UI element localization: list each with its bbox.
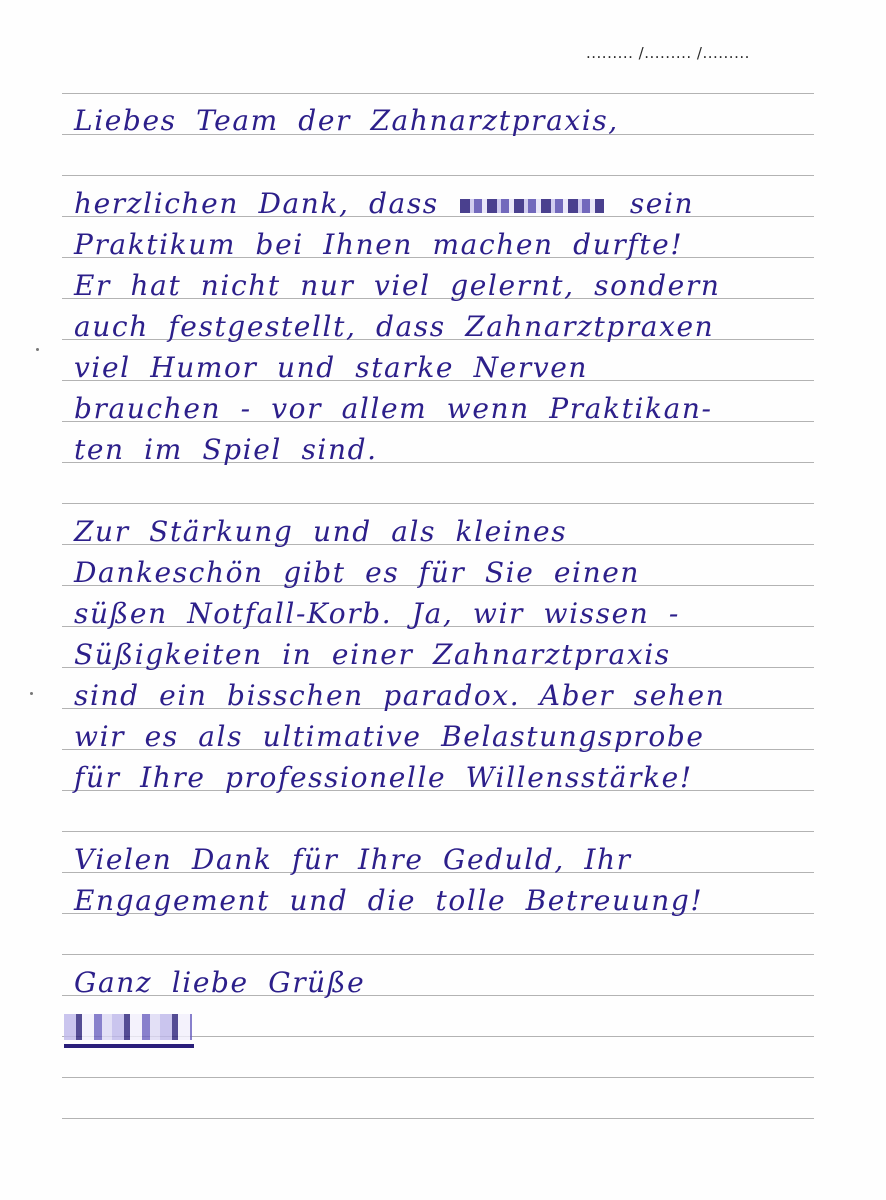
paragraph2-line: wir es als ultimative Belastungsprobe (74, 720, 705, 753)
paragraph2-line: Süßigkeiten in einer Zahnarztpraxis (74, 638, 671, 671)
ruled-line (62, 831, 814, 832)
paragraph1-line: ten im Spiel sind. (74, 433, 378, 466)
paragraph2-line: Zur Stärkung und als kleines (74, 515, 568, 548)
redacted-name (460, 199, 604, 213)
signature-underline (64, 1044, 194, 1048)
paragraph1-line: brauchen - vor allem wenn Praktikan- (74, 392, 713, 425)
ruled-line (62, 175, 814, 176)
closing: Ganz liebe Grüße (74, 966, 366, 999)
paragraph2-line: für Ihre professionelle Willensstärke! (74, 761, 693, 794)
ruled-line (62, 93, 814, 94)
paragraph2-line: süßen Notfall-Korb. Ja, wir wissen - (74, 597, 680, 630)
signature-pixelation (64, 1014, 192, 1040)
ruled-line (62, 1077, 814, 1078)
ruled-line (62, 1118, 814, 1119)
ruled-line (62, 503, 814, 504)
ruled-line (62, 954, 814, 955)
paragraph1-text: herzlichen Dank, dass (74, 187, 439, 220)
paragraph3-line: Vielen Dank für Ihre Geduld, Ihr (74, 843, 632, 876)
scan-speck (36, 348, 39, 351)
salutation: Liebes Team der Zahnarztpraxis, (74, 104, 619, 137)
paragraph1-line: viel Humor und starke Nerven (74, 351, 589, 384)
paragraph2-line: sind ein bisschen paradox. Aber sehen (74, 679, 726, 712)
paragraph1-line: auch festgestellt, dass Zahnarztpraxen (74, 310, 715, 343)
paragraph1-text: sein (629, 187, 695, 220)
redacted-signature (64, 1010, 194, 1052)
paragraph1-line: Praktikum bei Ihnen machen durfte! (74, 228, 684, 261)
paragraph3-line: Engagement und die tolle Betreuung! (74, 884, 704, 917)
scan-speck (30, 692, 33, 695)
paragraph2-line: Dankeschön gibt es für Sie einen (74, 556, 641, 589)
paragraph1-line: Er hat nicht nur viel gelernt, sondern (74, 269, 721, 302)
paragraph1-line (74, 189, 694, 219)
date-field: ......... /......... /......... (586, 44, 750, 62)
